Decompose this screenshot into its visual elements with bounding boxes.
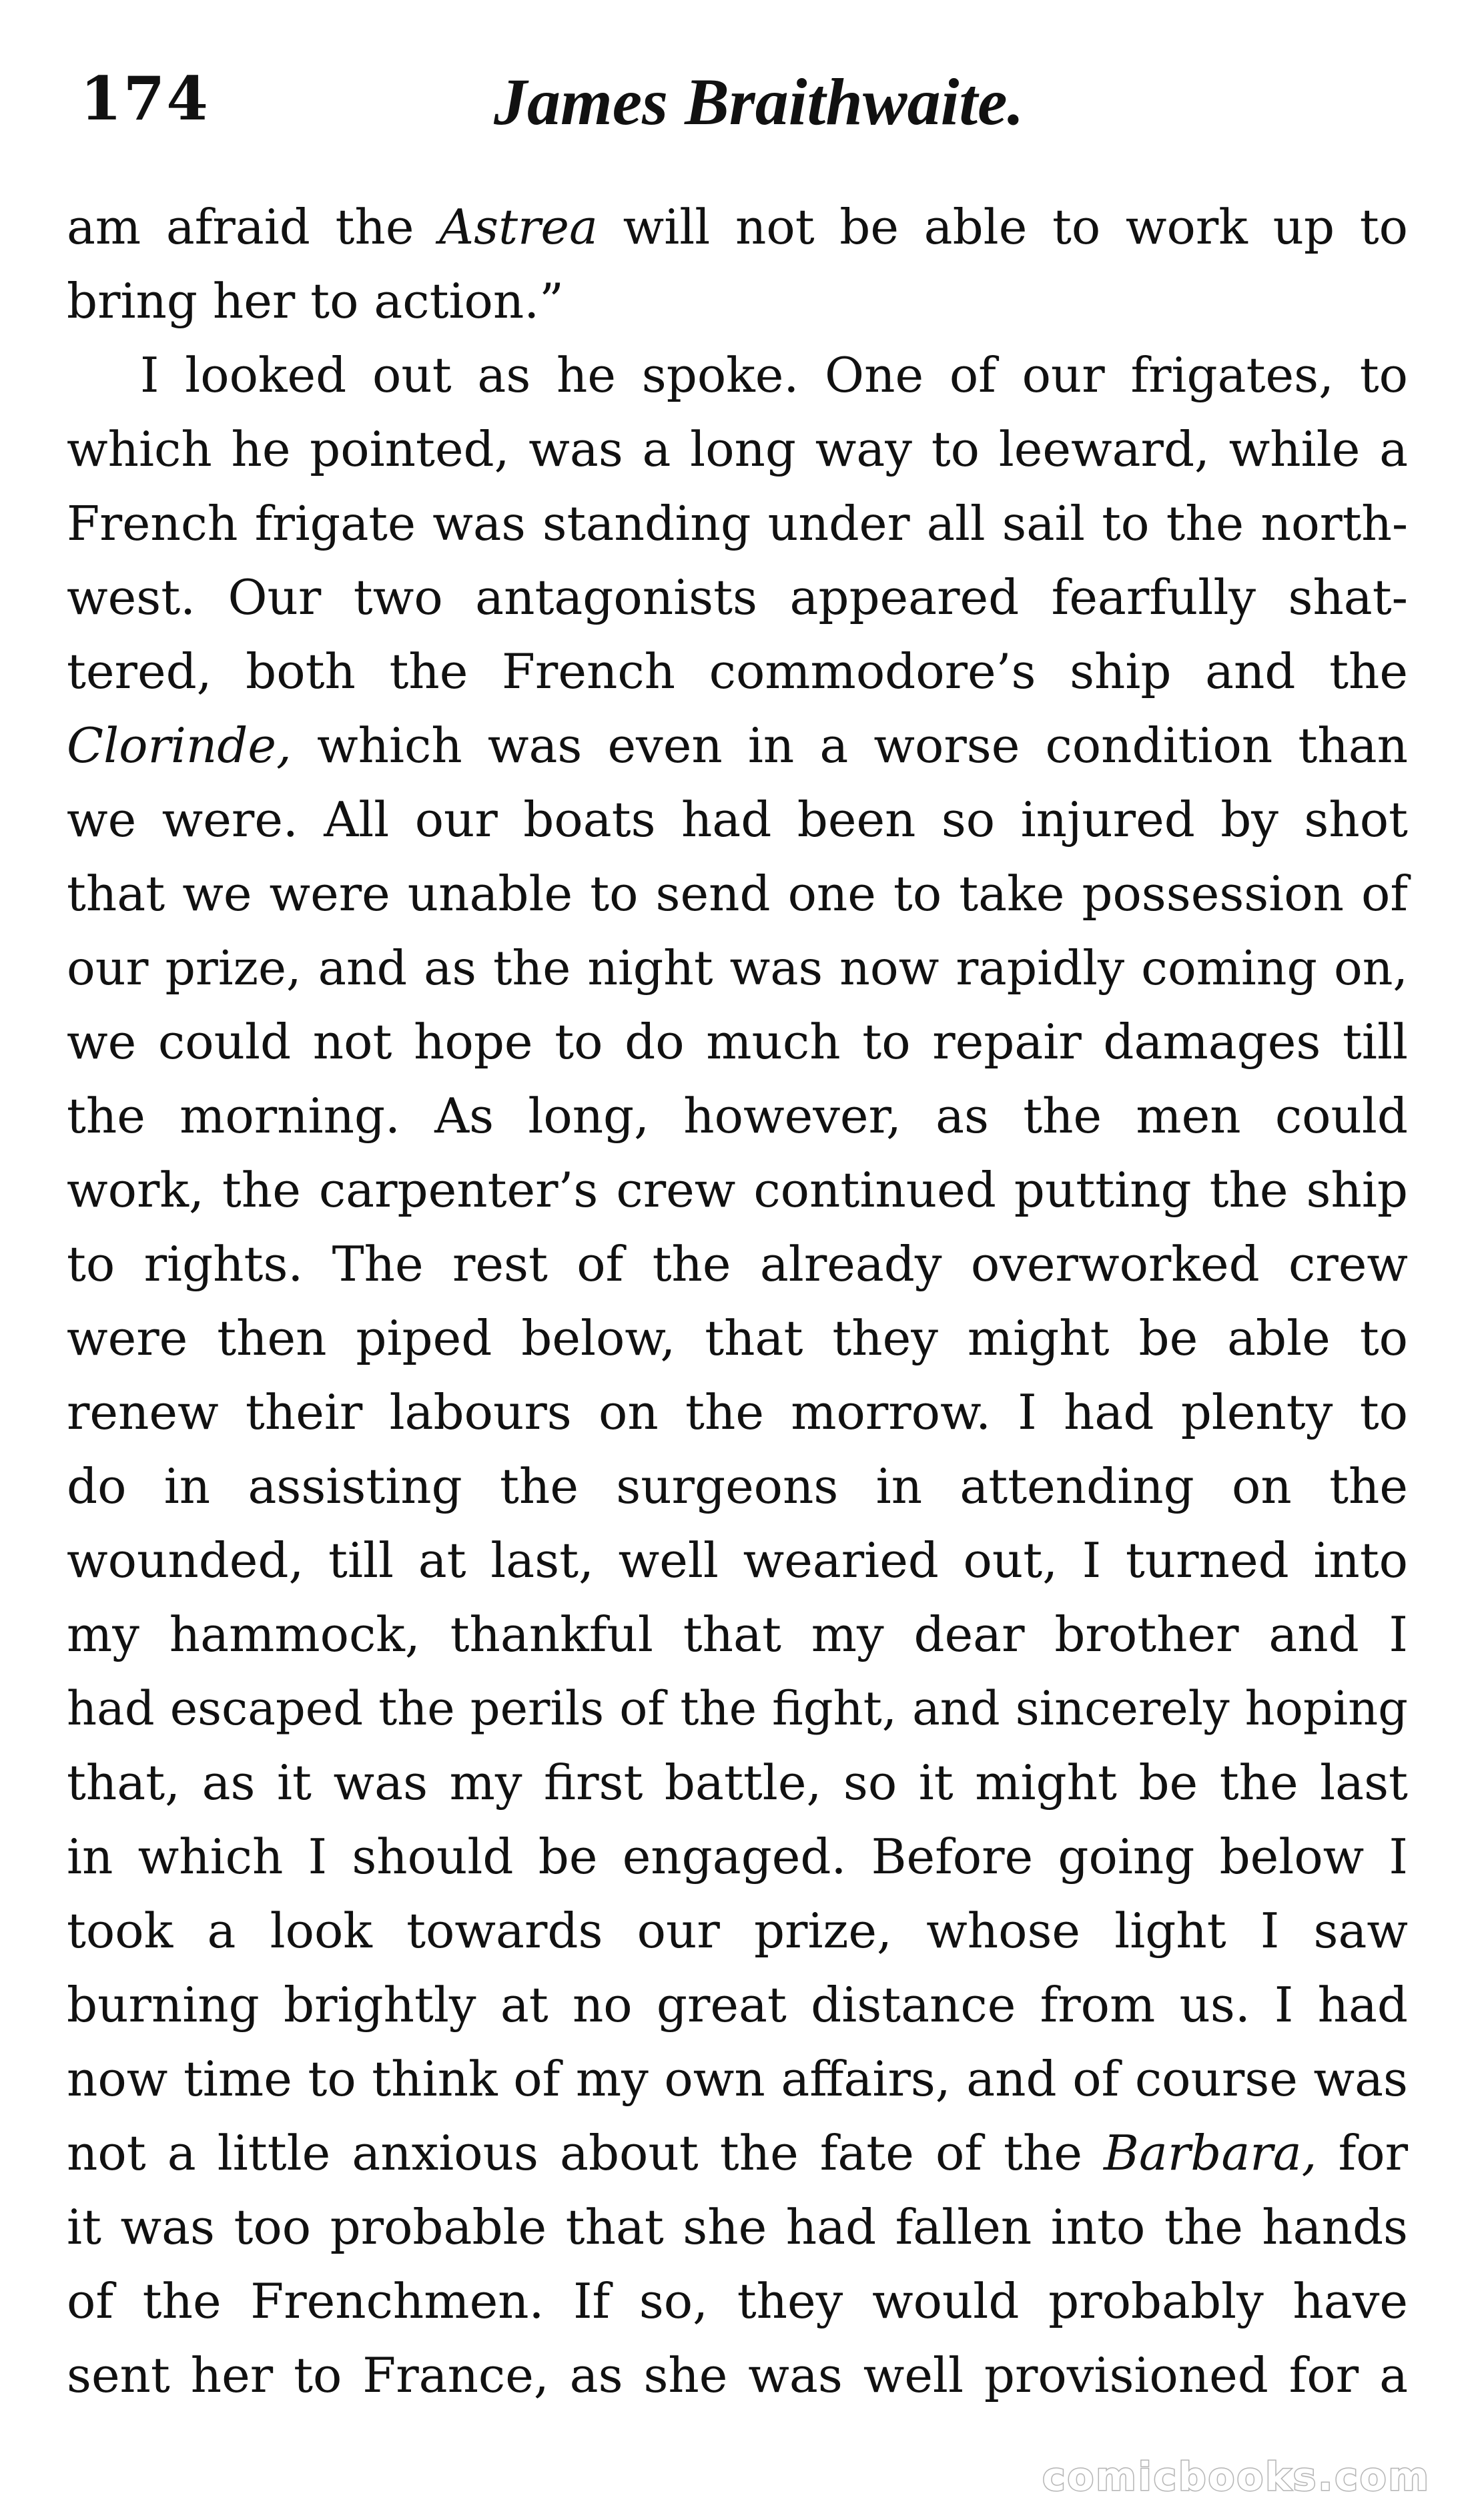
text-line xyxy=(67,1820,1408,1894)
text-line xyxy=(67,1894,1408,1968)
ship-name: Barbara, xyxy=(1104,2125,1317,2181)
text-line xyxy=(67,1227,1408,1301)
text-segment: we were. All our boats had been so injured by shot xyxy=(67,792,1408,848)
text-segment: now time to think of my own affairs, and of course was xyxy=(67,2051,1408,2107)
text-segment: tered, both the French commodore’s ship and the xyxy=(67,643,1408,699)
text-line xyxy=(67,338,1408,412)
page-number: 174 xyxy=(80,63,210,134)
text-segment: that we were unable to send one to take possession of xyxy=(67,866,1408,922)
text-segment: bring her to action.” xyxy=(67,273,564,329)
text-line xyxy=(67,2338,1408,2413)
text-segment: French frigate was standing under all sail to the north- xyxy=(67,496,1408,551)
text-segment: our prize, and as the night was now rapidly coming on, xyxy=(67,940,1408,996)
text-line xyxy=(67,561,1408,635)
text-line xyxy=(67,1598,1408,1672)
text-line xyxy=(67,1079,1408,1153)
text-line xyxy=(67,1524,1408,1598)
text-line xyxy=(67,1968,1408,2042)
ship-name: Astrea xyxy=(439,199,598,255)
text-segment: I looked out as he spoke. One of our frigates, to xyxy=(140,347,1408,403)
text-line xyxy=(67,2116,1408,2190)
text-line xyxy=(67,412,1408,487)
text-line xyxy=(67,2264,1408,2338)
text-line xyxy=(67,783,1408,857)
text-line xyxy=(67,1153,1408,1227)
text-line xyxy=(67,1746,1408,1820)
running-title: James Braithwaite. xyxy=(494,65,1024,139)
text-line xyxy=(67,635,1408,709)
text-segment: work, the carpenter’s crew continued putting the ship xyxy=(67,1162,1408,1218)
text-line xyxy=(67,2190,1408,2264)
text-segment: for xyxy=(1317,2125,1408,2181)
ship-name: Clorinde, xyxy=(67,717,292,773)
text-segment: my hammock, thankful that my dear brother and I xyxy=(67,1606,1408,1662)
text-line xyxy=(67,709,1408,783)
text-segment: that, as it was my first battle, so it might be the last xyxy=(67,1755,1408,1811)
text-segment: had escaped the perils of the fight, and sincerely hoping xyxy=(67,1681,1408,1736)
text-segment: am afraid the xyxy=(67,199,440,255)
text-line xyxy=(67,487,1408,561)
text-line xyxy=(67,190,1408,264)
text-line xyxy=(67,857,1408,931)
text-segment: which was even in a worse condition than xyxy=(291,717,1408,773)
text-segment: renew their labours on the morrow. I had plenty to xyxy=(67,1384,1408,1440)
text-line xyxy=(67,264,1408,338)
text-segment: which he pointed, was a long way to leeward, while a xyxy=(67,421,1408,477)
text-segment: to rights. The rest of the already overworked crew xyxy=(67,1236,1408,1292)
text-segment: we could not hope to do much to repair damages till xyxy=(67,1014,1408,1070)
text-segment: not a little anxious about the fate of the xyxy=(67,2125,1104,2181)
text-segment: the morning. As long, however, as the men could xyxy=(67,1088,1408,1144)
text-segment: sent her to France, as she was well provisioned for a xyxy=(67,2347,1408,2403)
body-text xyxy=(67,190,1408,2413)
text-segment: will not be able to work up to xyxy=(597,199,1408,255)
page-header xyxy=(80,63,1401,150)
text-segment: took a look towards our prize, whose light I saw xyxy=(67,1903,1408,1959)
text-segment: west. Our two antagonists appeared fearfully shat- xyxy=(67,569,1408,625)
text-line xyxy=(67,931,1408,1005)
text-line xyxy=(67,1375,1408,1450)
text-segment: of the Frenchmen. If so, they would probably have xyxy=(67,2273,1408,2329)
text-segment: in which I should be engaged. Before going below I xyxy=(67,1829,1408,1885)
text-segment: it was too probable that she had fallen into the hands xyxy=(67,2199,1408,2255)
text-segment: were then piped below, that they might be able to xyxy=(67,1310,1408,1366)
text-line xyxy=(67,1301,1408,1375)
text-line xyxy=(67,1672,1408,1746)
text-line xyxy=(67,1450,1408,1524)
text-segment: wounded, till at last, well wearied out, I turned into xyxy=(67,1532,1408,1588)
text-line xyxy=(67,1005,1408,1079)
text-segment: burning brightly at no great distance from us. I had xyxy=(67,1977,1408,2033)
text-segment: do in assisting the surgeons in attending on the xyxy=(67,1458,1408,1514)
text-line xyxy=(67,2042,1408,2116)
watermark: comicbooks.com xyxy=(1042,2454,1431,2499)
